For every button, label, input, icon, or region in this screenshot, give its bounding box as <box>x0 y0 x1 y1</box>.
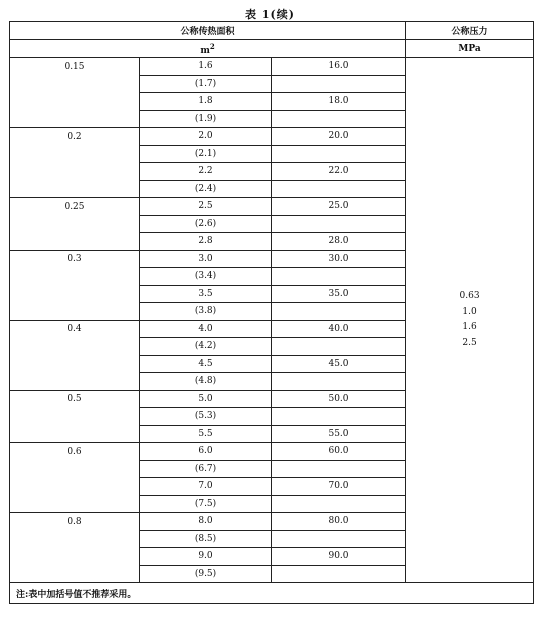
area-large-value-cell <box>272 460 406 478</box>
area-group-cell <box>10 145 140 163</box>
area-value-cell: 9.0 <box>140 548 272 566</box>
area-large-value-cell: 55.0 <box>272 425 406 443</box>
area-group-cell <box>10 163 140 181</box>
area-group-cell <box>10 425 140 443</box>
area-value-cell: 3.5 <box>140 285 272 303</box>
area-value-cell: (2.4) <box>140 180 272 198</box>
area-group-cell <box>10 565 140 583</box>
area-large-value-cell <box>272 565 406 583</box>
area-group-cell <box>10 268 140 286</box>
area-large-value-cell: 22.0 <box>272 163 406 181</box>
area-group-cell: 0.15 <box>10 58 140 76</box>
area-group-cell <box>10 285 140 303</box>
area-value-cell: 1.6 <box>140 58 272 76</box>
area-value-cell: 2.8 <box>140 233 272 251</box>
area-large-value-cell: 25.0 <box>272 198 406 216</box>
pressure-value: 0.63 <box>459 291 480 301</box>
area-large-value-cell <box>272 145 406 163</box>
area-large-value-cell <box>272 303 406 321</box>
table-note: 注:表中加括号值不推荐采用。 <box>10 583 534 604</box>
area-value-cell: (5.3) <box>140 408 272 426</box>
area-group-cell <box>10 75 140 93</box>
area-value-cell: 8.0 <box>140 513 272 531</box>
area-large-value-cell <box>272 110 406 128</box>
pressure-header-unit: MPa <box>406 40 534 58</box>
area-large-value-cell: 70.0 <box>272 478 406 496</box>
area-group-cell <box>10 338 140 356</box>
area-value-cell: (2.1) <box>140 145 272 163</box>
area-large-value-cell: 28.0 <box>272 233 406 251</box>
area-group-cell: 0.8 <box>10 513 140 531</box>
area-value-cell: (2.6) <box>140 215 272 233</box>
area-value-cell: 2.2 <box>140 163 272 181</box>
area-large-value-cell <box>272 338 406 356</box>
area-large-value-cell <box>272 215 406 233</box>
area-large-value-cell: 90.0 <box>272 548 406 566</box>
area-value-cell: (4.2) <box>140 338 272 356</box>
area-large-value-cell: 16.0 <box>272 58 406 76</box>
area-value-cell: 2.5 <box>140 198 272 216</box>
area-large-value-cell: 30.0 <box>272 250 406 268</box>
area-group-cell: 0.4 <box>10 320 140 338</box>
area-large-value-cell <box>272 408 406 426</box>
area-value-cell: (6.7) <box>140 460 272 478</box>
nominal-pressure-cell <box>406 58 534 583</box>
area-large-value-cell: 80.0 <box>272 513 406 531</box>
area-value-cell: 3.0 <box>140 250 272 268</box>
area-value-cell: 4.0 <box>140 320 272 338</box>
area-unit-superscript: 2 <box>209 41 215 51</box>
area-large-value-cell: 45.0 <box>272 355 406 373</box>
area-group-cell: 0.6 <box>10 443 140 461</box>
area-value-cell: (7.5) <box>140 495 272 513</box>
area-group-cell <box>10 110 140 128</box>
pressure-header-title: 公称压力 <box>406 22 534 40</box>
area-large-value-cell <box>272 530 406 548</box>
area-group-cell <box>10 233 140 251</box>
area-large-value-cell <box>272 75 406 93</box>
area-group-cell <box>10 478 140 496</box>
area-group-cell <box>10 180 140 198</box>
area-group-cell <box>10 373 140 391</box>
area-group-cell: 0.3 <box>10 250 140 268</box>
area-value-cell: (1.7) <box>140 75 272 93</box>
pressure-value: 1.6 <box>462 322 477 332</box>
area-group-cell: 0.25 <box>10 198 140 216</box>
area-group-cell <box>10 93 140 111</box>
area-header-unit <box>10 40 406 58</box>
area-value-cell: 4.5 <box>140 355 272 373</box>
area-unit: m <box>200 45 210 56</box>
area-large-value-cell: 20.0 <box>272 128 406 146</box>
area-group-cell <box>10 495 140 513</box>
table-caption: 表 1(续) <box>245 8 295 21</box>
area-large-value-cell: 60.0 <box>272 443 406 461</box>
area-group-cell: 0.2 <box>10 128 140 146</box>
area-value-cell: (8.5) <box>140 530 272 548</box>
area-group-cell: 0.5 <box>10 390 140 408</box>
area-large-value-cell: 35.0 <box>272 285 406 303</box>
area-value-cell: (3.8) <box>140 303 272 321</box>
area-group-cell <box>10 215 140 233</box>
area-value-cell: (1.9) <box>140 110 272 128</box>
area-value-cell: (3.4) <box>140 268 272 286</box>
area-value-cell: 7.0 <box>140 478 272 496</box>
pressure-value: 1.0 <box>462 306 477 317</box>
area-value-cell: (9.5) <box>140 565 272 583</box>
area-value-cell: 6.0 <box>140 443 272 461</box>
area-large-value-cell <box>272 373 406 391</box>
area-value-cell: 2.0 <box>140 128 272 146</box>
area-value-cell: 5.0 <box>140 390 272 408</box>
area-group-cell <box>10 548 140 566</box>
area-value-cell: 1.8 <box>140 93 272 111</box>
area-large-value-cell: 18.0 <box>272 93 406 111</box>
area-header-title: 公称传热面积 <box>10 22 406 40</box>
area-group-cell <box>10 460 140 478</box>
area-group-cell <box>10 355 140 373</box>
area-large-value-cell: 50.0 <box>272 390 406 408</box>
heat-transfer-area-table <box>9 21 534 604</box>
table-row <box>10 58 534 76</box>
area-large-value-cell: 40.0 <box>272 320 406 338</box>
area-value-cell: (4.8) <box>140 373 272 391</box>
note-row <box>10 583 534 604</box>
area-value-cell: 5.5 <box>140 425 272 443</box>
area-group-cell <box>10 530 140 548</box>
pressure-list <box>406 289 533 351</box>
area-large-value-cell <box>272 180 406 198</box>
area-group-cell <box>10 303 140 321</box>
area-large-value-cell <box>272 268 406 286</box>
pressure-value: 2.5 <box>462 337 477 348</box>
area-group-cell <box>10 408 140 426</box>
area-large-value-cell <box>272 495 406 513</box>
